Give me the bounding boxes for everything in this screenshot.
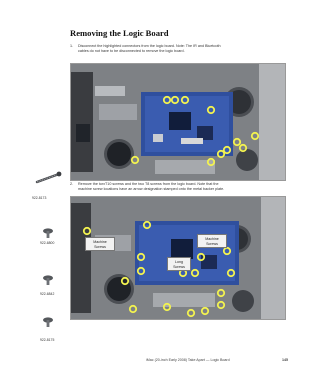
screw-icon: [40, 316, 56, 328]
step-text: [78, 44, 274, 55]
callout-machine-screws-left: [85, 237, 115, 251]
screw-part-number: 922-8175: [40, 338, 55, 342]
callout-line: Screws: [173, 265, 185, 269]
callout-line: Long: [175, 260, 183, 264]
callout-machine-screws-right: [197, 234, 227, 248]
logic-board-image: [71, 64, 285, 180]
step-number: 2.: [70, 182, 74, 186]
step-text-line: machine screw locations have an arrow designation stamped onto the metal backer plate.: [78, 187, 225, 192]
callout-line: Screws: [206, 242, 218, 246]
callout-line: Screws: [94, 245, 106, 249]
callout-line: Machine: [205, 237, 219, 241]
footer-text: iMac (20-inch Early 2008) Take Apart — Logic Board: [146, 358, 230, 362]
step-text-line: Disconnect the highlighted connectors from the logic board. Note: The IR and Bluetooth: [78, 44, 221, 48]
page-number: 145: [282, 358, 288, 362]
screw-part-number: 922-8173: [32, 196, 47, 200]
long-screw-icon: [33, 170, 63, 186]
screw-item: [40, 227, 70, 247]
screw-part-number: 922-6800: [40, 241, 55, 245]
screw-part-number: 922-6842: [40, 292, 55, 296]
screw-item: [40, 316, 70, 350]
step-text-line: Remove the torxT10 screws and the two T8 screws from the logic board. Note that the: [78, 182, 219, 186]
logic-board-photo-2: [70, 196, 286, 320]
screw-item: [32, 170, 66, 200]
step-1: [70, 44, 280, 56]
screw-icon: [40, 274, 56, 286]
callout-long-screws: [167, 257, 191, 271]
step-2: [70, 182, 280, 194]
step-number: 1.: [70, 44, 74, 48]
callout-line: Machine: [93, 240, 107, 244]
page-title: Removing the Logic Board: [70, 28, 169, 38]
screw-item: [40, 274, 70, 294]
step-text: [78, 182, 274, 193]
logic-board-photo-1: [70, 63, 286, 181]
step-text-line: cables do not have to be disconnected to remove the logic board.: [78, 49, 185, 54]
screw-icon: [40, 227, 56, 239]
